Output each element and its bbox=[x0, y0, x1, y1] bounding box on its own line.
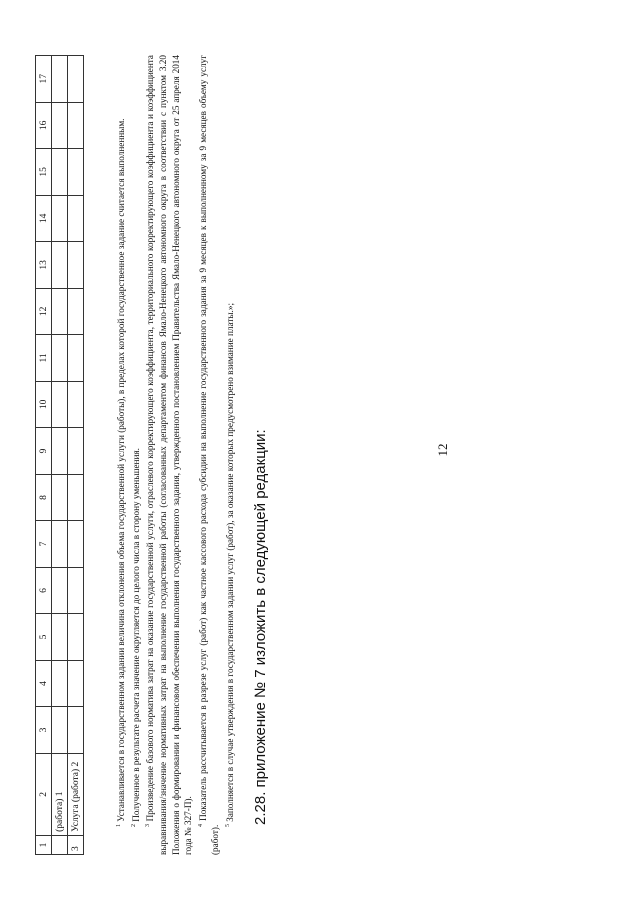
footnote: $^1$ Устанавливается в государственном задании величина отклонения объема государственной услуги (работы), в пределах которой государственное задание считается выполненным. bbox=[116, 118, 127, 827]
table-header-cell: 7 bbox=[36, 521, 52, 568]
table-header-cell: 14 bbox=[36, 195, 52, 242]
table-header-cell: 10 bbox=[36, 381, 52, 428]
table-header-cell: 9 bbox=[36, 428, 52, 475]
page-number: 12 bbox=[435, 443, 450, 457]
table-cell: (работа) 1 bbox=[52, 753, 68, 835]
table-cell: Услуга (работа) 2 bbox=[68, 753, 84, 835]
table-header-cell: 3 bbox=[36, 707, 52, 754]
data-table bbox=[35, 55, 84, 855]
table-header-cell: 17 bbox=[36, 56, 52, 103]
footnote: $^4$ Показатель рассчитывается в разрезе услуг (работ) как частное кассового расхода субсидии на выполнение государственного задания за 9 месяцев к выполненному за 9 месяцев объему услуг (работ). bbox=[197, 54, 221, 855]
table-header-cell: 2 bbox=[36, 753, 52, 835]
section-heading: 2.28. приложение № 7 изложить в следующей редакции: bbox=[252, 429, 269, 825]
footnotes bbox=[113, 55, 237, 855]
footnote: $^2$ Полученное в результате расчета значение округляется до целого числа в сторону уменьшения. bbox=[130, 448, 141, 827]
table-header-cell: 4 bbox=[36, 660, 52, 707]
table-cell bbox=[52, 835, 68, 854]
table-cell: 3 bbox=[68, 835, 84, 854]
table-header-cell: 5 bbox=[36, 614, 52, 661]
rotated-content bbox=[35, 45, 635, 855]
table-header-cell: 1 bbox=[36, 835, 52, 854]
table-header-row bbox=[36, 56, 52, 855]
table-header-cell: 6 bbox=[36, 567, 52, 614]
table-header-cell: 15 bbox=[36, 149, 52, 196]
footnote: $^3$ Произведение базового норматива затрат на оказание государственной услуги, отраслевого корректирующего коэффициента, территориального корректирующего коэффициента и коэффициента выравнивания/значение нормативных затрат на выполнение государственной работы (согласованных департаментом финансов Ямало-Ненецкого автономного округа в соответствии с пунктом 3.20 Положения о формировании и финансовом обеспечении выполнения государственного задания, утвержденного постановлением Правительства Ямало-Ненецкого автономного округа от 25 апреля 2014 года № 327-П). bbox=[145, 55, 194, 855]
table-row bbox=[52, 56, 68, 855]
table-header-cell: 12 bbox=[36, 288, 52, 335]
table-header-cell: 16 bbox=[36, 102, 52, 149]
table-header-cell: 11 bbox=[36, 335, 52, 382]
table-row bbox=[68, 56, 84, 855]
table-header-cell: 13 bbox=[36, 242, 52, 289]
footnote: $^5$ Заполняется в случае утверждения в государственном задании услуг (работ), за оказание которых предусмотрено взимание платы.»; bbox=[225, 303, 236, 827]
table-header-cell: 8 bbox=[36, 474, 52, 521]
